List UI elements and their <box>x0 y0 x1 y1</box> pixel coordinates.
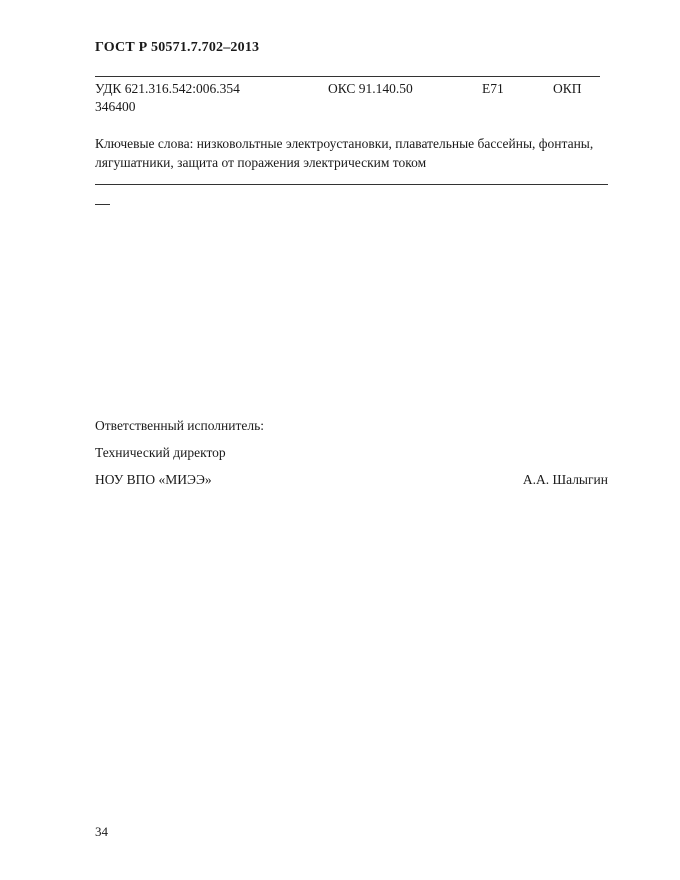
udk-code: УДК 621.316.542:006.354 <box>95 81 240 96</box>
responsible-executor-label: Ответственный исполнитель: <box>95 418 265 433</box>
executor-organization: НОУ ВПО «МИЭЭ» <box>95 472 212 487</box>
e-code: Е71 <box>482 81 504 96</box>
header-rule <box>95 76 600 77</box>
document-header-title: ГОСТ Р 50571.7.702–2013 <box>95 40 260 55</box>
okp-label: ОКП <box>553 81 582 96</box>
page-number: 34 <box>95 824 108 839</box>
okp-code: 346400 <box>95 99 136 114</box>
keywords-rule <box>95 184 608 185</box>
executor-name: А.А. Шалыгин <box>522 472 608 487</box>
continuation-dash <box>95 204 110 205</box>
executor-position: Технический директор <box>95 445 226 460</box>
keywords-paragraph: Ключевые слова: низковольтные электроустановки, плавательные бассейны, фонтаны, лягушатники, защита от поражения электрическим током <box>95 136 594 170</box>
oks-code: ОКС 91.140.50 <box>328 81 413 96</box>
